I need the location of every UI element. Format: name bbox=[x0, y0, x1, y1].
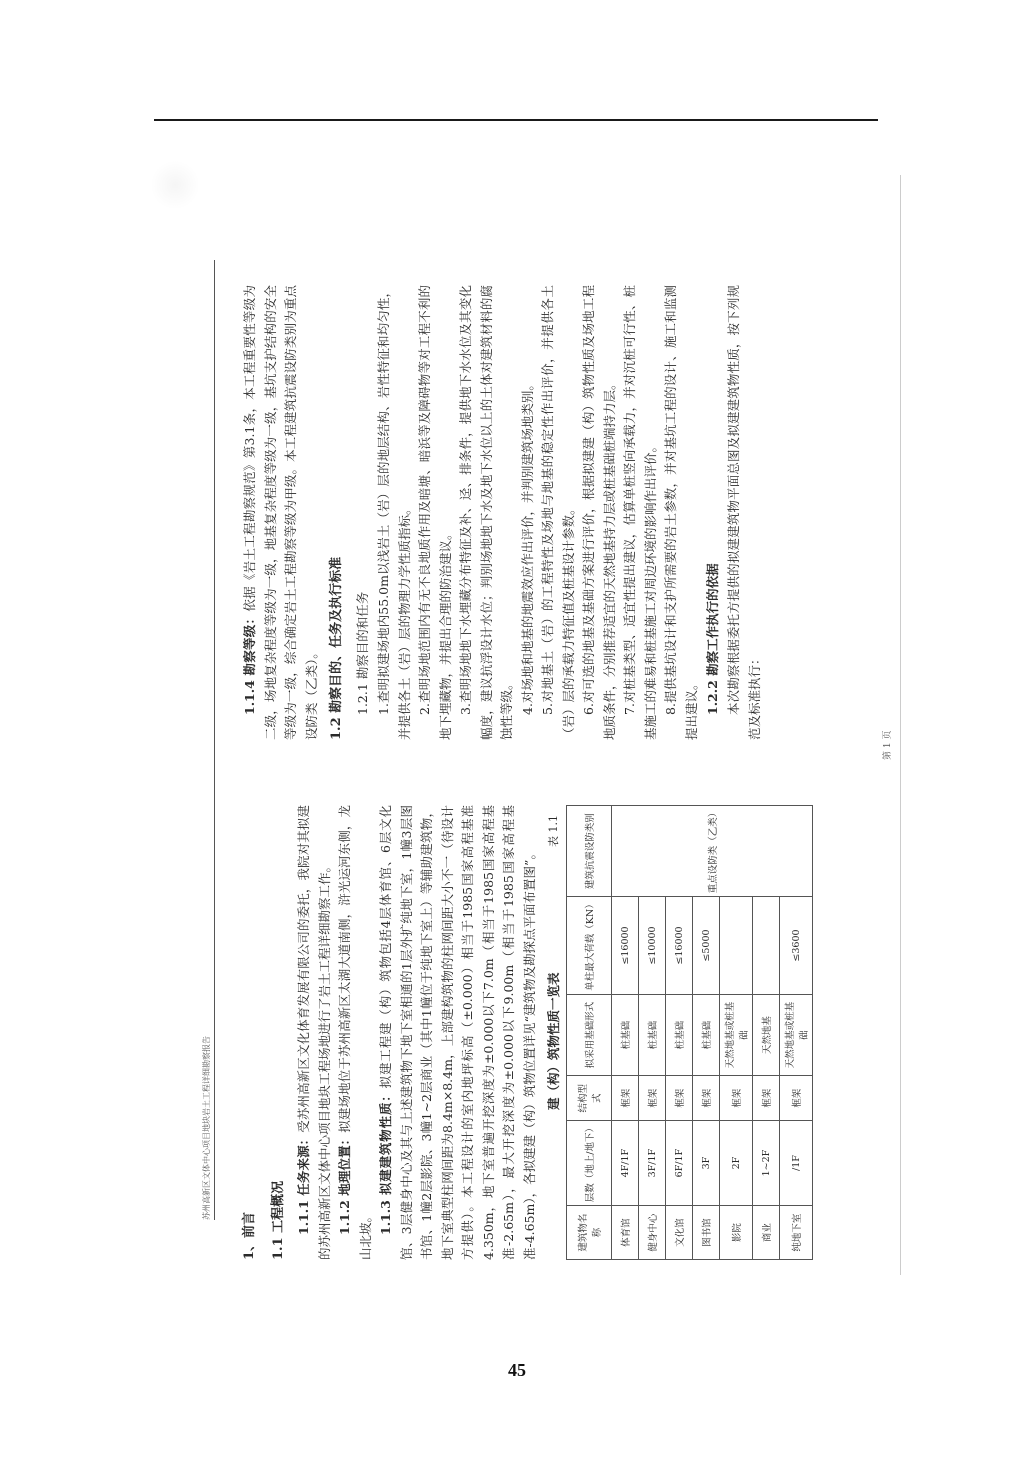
table-cell bbox=[720, 897, 753, 994]
list-item: 2.查明场地范围内有无不良地质作用及暗塘、暗浜等及障碍物等对工程不利的地下埋藏物，并提出合理的防治建议。 bbox=[417, 285, 453, 740]
table-cell: 桩基础 bbox=[639, 994, 666, 1076]
table-row bbox=[612, 806, 639, 1260]
table-cell: 1~2F bbox=[753, 1120, 780, 1205]
table-cell: 框架 bbox=[720, 1076, 753, 1120]
scan-stain bbox=[150, 160, 200, 210]
label: 1.1.2 地理位置： bbox=[337, 1132, 352, 1235]
table-cell bbox=[753, 897, 780, 994]
table-cell: 天然地基或桩基础 bbox=[780, 994, 813, 1076]
table-cell: 2F bbox=[720, 1120, 753, 1205]
table-cell: 桩基础 bbox=[666, 994, 693, 1076]
table-cell: 6F/1F bbox=[666, 1120, 693, 1205]
right-column bbox=[240, 285, 765, 740]
list-item: 6.对可选的地基及基础方案进行评价，根据拟建建（构）筑物性质及场地工程地质条件，分别推荐适宜的天然地基持力层或桩基础桩端持力层。 bbox=[581, 285, 617, 740]
table-cell: 框架 bbox=[612, 1076, 639, 1120]
table-cell: 体育馆 bbox=[612, 1206, 639, 1260]
table-cell: ≤16000 bbox=[612, 897, 639, 994]
header-cell: 结构型式 bbox=[567, 1076, 612, 1120]
table-cell: ≤10000 bbox=[639, 897, 666, 994]
list-item: 5.对地基土（岩）的工程特性及场地与地基的稳定性作出评价，并提供各土（岩）层的承载力特征值及桩基设计参数。 bbox=[540, 285, 576, 740]
paragraph-location bbox=[335, 805, 376, 1260]
paragraph-task-source bbox=[294, 805, 335, 1260]
table-cell: 天然地基 bbox=[753, 994, 780, 1076]
paragraph-basis: 本次勘察根据委托方提供的拟建建筑物平面总图及拟建建筑物性质，按下列规范及标准执行： bbox=[726, 285, 762, 740]
list-item: 4.对场地和地基的地震效应作出评价，并判别建筑场地类别。 bbox=[519, 378, 535, 715]
subsection-heading: 1.1 工程概况 bbox=[271, 1180, 286, 1260]
paragraph-building-nature bbox=[376, 805, 540, 1260]
table-cell: 4F/1F bbox=[612, 1120, 639, 1205]
page-number: 45 bbox=[508, 1360, 526, 1380]
header-cell: 建筑物名称 bbox=[567, 1206, 612, 1260]
building-table bbox=[566, 805, 813, 1260]
paragraph-grade bbox=[240, 285, 322, 740]
text: 受苏州高新区文化体育发展有限公司的委托，我院对其拟建的苏州高新区文体中心项目地块工程场地进行了岩土工程详细勘察工作。 bbox=[296, 805, 332, 1260]
rotated-scanned-page bbox=[200, 240, 910, 1280]
list-item: 8.提供基坑设计和支护所需要的岩土参数，并对基坑工程的设计、施工和监测提出建议。 bbox=[663, 285, 699, 740]
table-cell: 桩基础 bbox=[612, 994, 639, 1076]
list-item: 1.查明拟建场地内55.0m以浅岩土（岩）层的地层结构、岩性特征和均匀性，并提供各土（岩）层的物理力学性质指标。 bbox=[376, 285, 412, 740]
table-cell: 影院 bbox=[720, 1206, 753, 1260]
table-header-row bbox=[567, 806, 612, 1260]
text: 拟建场地位于苏州高新区太湖大道南侧，浒光运河东侧，龙山北坡。 bbox=[337, 805, 373, 1260]
table-cell: 3F bbox=[693, 1120, 720, 1205]
label: 1.1.4 勘察等级： bbox=[242, 611, 257, 715]
table-cell: 框架 bbox=[780, 1076, 813, 1120]
table-caption bbox=[544, 805, 564, 1260]
table-cell: 健身中心 bbox=[639, 1206, 666, 1260]
list-item: 7.对桩基类型、适宜性提出建议，估算单桩竖向承载力，并对沉桩可行性、桩基施工的难易和桩基施工对周边环境的影响作出评价。 bbox=[622, 285, 658, 740]
sub-subsection-heading: 1.2.1 勘察目的和任务 bbox=[355, 591, 370, 715]
list-item: 3.查明场地地下水埋藏分布特征及补、迳、排条件，提供地下水水位及其变化幅度，建议抗浮设计水位；判别场地地下水及地下水位以上的土体对建筑材料的腐蚀性等级。 bbox=[458, 285, 514, 740]
header-cell: 单柱最大荷载（KN） bbox=[567, 897, 612, 994]
top-rule bbox=[154, 119, 878, 121]
table-cell: 图书馆 bbox=[693, 1206, 720, 1260]
table-cell: ≤3600 bbox=[780, 897, 813, 994]
table-cell: ≤5000 bbox=[693, 897, 720, 994]
scan-header-text: 苏州高新区文体中心项目地块岩土工程详细勘察报告 bbox=[202, 1036, 211, 1220]
table-cell: 天然地基或桩基础 bbox=[720, 994, 753, 1076]
header-cell: 层数（地上/地下） bbox=[567, 1120, 612, 1205]
table-cell: /1F bbox=[780, 1120, 813, 1205]
sub-subsection-heading: 1.2.2 勘察工作执行的依据 bbox=[705, 563, 720, 715]
label: 1.1.3 拟建建筑物性质： bbox=[378, 1088, 393, 1235]
table-cell: 框架 bbox=[753, 1076, 780, 1120]
section-heading: 1、前言 bbox=[242, 1211, 257, 1260]
scan-footer-page: 第 1 页 bbox=[883, 730, 893, 760]
table-cell: 框架 bbox=[693, 1076, 720, 1120]
scan-header bbox=[200, 260, 215, 1220]
table-cell: 商业 bbox=[753, 1206, 780, 1260]
table-cell: 纯地下室 bbox=[780, 1206, 813, 1260]
table-cell: 文化馆 bbox=[666, 1206, 693, 1260]
table-title: 建（构）筑物性质一览表 bbox=[546, 972, 561, 1110]
table-cell: 框架 bbox=[639, 1076, 666, 1120]
header-cell: 建筑抗震设防类别 bbox=[567, 806, 612, 897]
text: 依据《岩土工程勘察规范》第3.1条，本工程重要性等级为二级，场地复杂程度等级为一级，地基复杂程度等级为一级，基坑支护结构的安全等级为一级，综合确定岩土工程勘察等级为甲级。本工程建筑抗震设防类别为重点设防类（乙类）。 bbox=[242, 285, 319, 740]
label: 1.1.1 任务来源： bbox=[296, 1132, 311, 1235]
text: 拟建工程建（构）筑物包括4层体育馆、6层文化馆、3层健身中心及其与上述建筑物下地下室相通的1层外扩纯地下室，1幢3层图书馆、1幢2层影院、3幢1~2层商业（其中1幢位于纯地下室上）等辅助建筑物，地下室典型柱网间距为8.4m×8.4m，上部建构筑物的柱网间距大小不一（待设计方提供）。本工程设计的室内地坪标高（±0.000）相当于1985国家高程基准4.350m，地下室普遍开挖深度为±0.000以下7.0m（相当于1985国家高程基准-2.65m），最大开挖深度为±0.000以下9.00m（相当于1985国家高程基准-4.65m），各拟建建（构）筑物位置详见“建筑物及勘探点平面布置图”。 bbox=[378, 805, 537, 1260]
table-cell: 3F/1F bbox=[639, 1120, 666, 1205]
table-cell: ≤16000 bbox=[666, 897, 693, 994]
subsection-heading: 1.2 勘察目的、任务及执行标准 bbox=[329, 556, 344, 740]
table-cell-seismic-class: 重点设防类（乙类） bbox=[612, 806, 813, 897]
header-cell: 拟采用基础形式 bbox=[567, 994, 612, 1076]
table-cell: 桩基础 bbox=[693, 994, 720, 1076]
table-cell: 框架 bbox=[666, 1076, 693, 1120]
left-column bbox=[240, 805, 813, 1260]
table-number: 表 1.1 bbox=[547, 815, 560, 847]
